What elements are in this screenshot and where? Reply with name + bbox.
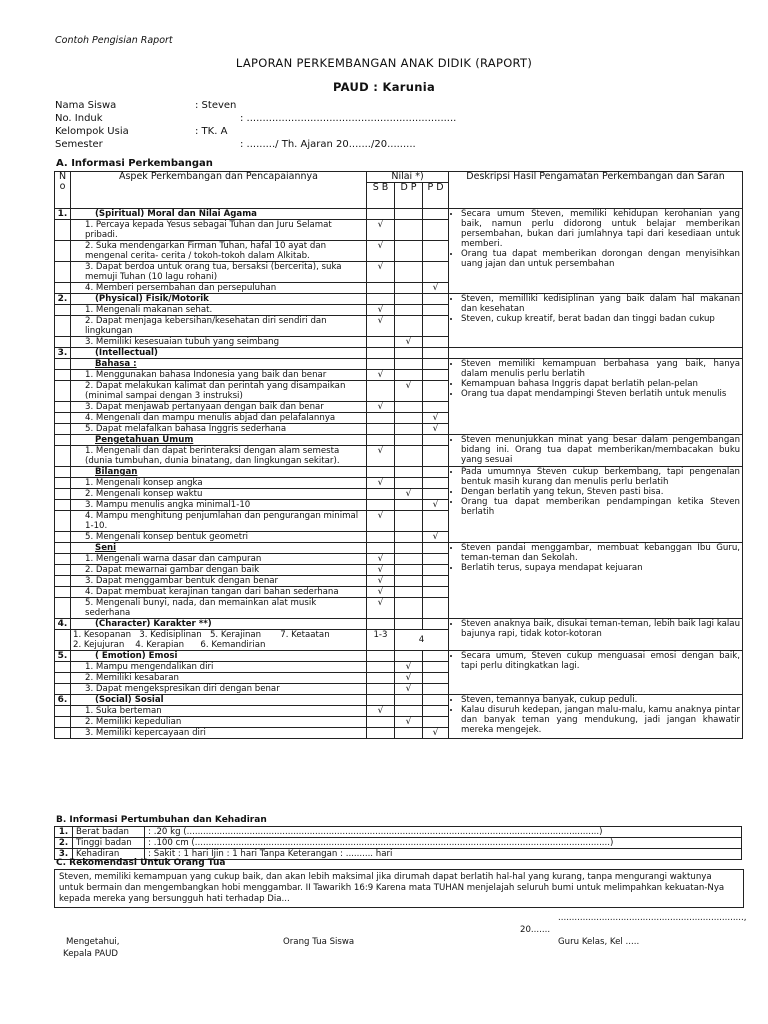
signature-place-line: ...................................................................., (558, 913, 747, 923)
character-list (71, 630, 367, 651)
aspect-text: 1. Mengenali makanan sehat. (71, 305, 367, 316)
nilai-s-cell: √ (367, 587, 395, 598)
nilai-s-cell: √ (367, 241, 395, 262)
number-cell (55, 543, 71, 554)
description-item: • Orang tua dapat mendampingi Steven berlatih untuk menulis (461, 389, 740, 399)
nilai-s-cell: √ (367, 511, 395, 532)
nilai-s-cell (367, 489, 395, 500)
description-item: • Dengan berlatih yang tekun, Steven pasti bisa. (461, 487, 740, 497)
nilai-p-cell (423, 241, 449, 262)
description-list (451, 467, 740, 517)
number-cell (55, 673, 71, 684)
number-cell (55, 532, 71, 543)
nilai-d-cell: √ (395, 381, 423, 402)
value-no-induk: : .................................................................. (240, 113, 457, 124)
subaspect-title: Pengetahuan Umum (71, 435, 367, 446)
nilai-p-cell (423, 717, 449, 728)
nilai-s-cell (367, 424, 395, 435)
description-item: • Secara umum, Steven cukup menguasai emosi dengan baik, tapi perlu ditingkatkan lagi. (461, 651, 740, 671)
number-cell (55, 220, 71, 241)
signature-kepala-paud: Kepala PAUD (63, 949, 119, 959)
number-cell (55, 424, 71, 435)
nilai-d-cell (395, 576, 423, 587)
nilai-p-cell (423, 209, 449, 220)
nilai-p-cell (423, 576, 449, 587)
nilai-s-cell: √ (367, 554, 395, 565)
number-cell (55, 305, 71, 316)
nilai-s-cell (367, 684, 395, 695)
signature-guru-kelas: Guru Kelas, Kel ..... (558, 937, 640, 947)
nilai-d-cell (395, 435, 423, 446)
description-item: • Orang tua dapat memberikan pendampingan ketika Steven berlatih (461, 497, 740, 517)
description-cell (449, 619, 743, 651)
nilai-s-cell (367, 348, 395, 359)
aspect-category-row (55, 209, 743, 220)
nilai-s-cell (367, 662, 395, 673)
nilai-s-cell (367, 673, 395, 684)
nilai-p-cell (423, 489, 449, 500)
nilai-s-cell: √ (367, 220, 395, 241)
number-cell (55, 359, 71, 370)
nilai-d-cell (395, 619, 423, 630)
aspect-text: 3. Mampu menulis angka minimal1-10 (71, 500, 367, 511)
growth-label: Kehadiran (73, 849, 145, 860)
nilai-s-cell: √ (367, 565, 395, 576)
nilai-d-cell (395, 413, 423, 424)
label-semester: Semester (55, 139, 103, 150)
report-title: LAPORAN PERKEMBANGAN ANAK DIDIK (RAPORT) (235, 56, 533, 70)
growth-value: : Sakit : 1 hari Ijin : 1 hari Tanpa Keterangan : .......... hari (145, 849, 742, 860)
nilai-d-cell: √ (395, 489, 423, 500)
aspect-text: 2. Dapat menjaga kebersihan/kesehatan diri sendiri dan lingkungan (71, 316, 367, 337)
nilai-p-cell (423, 651, 449, 662)
nilai-p-cell (423, 402, 449, 413)
aspect-text: 5. Mengenali bunyi, nada, dan memainkan alat musik sederhana (71, 598, 367, 619)
nilai-s-cell (367, 467, 395, 478)
character-value: 4 (395, 630, 449, 651)
aspect-text: 1. Mengenali warna dasar dan campuran (71, 554, 367, 565)
description-cell (449, 348, 743, 359)
description-item: • Pada umumnya Steven cukup berkembang, tapi pengenalan bentuk masih kurang dan menulis perlu berlatih (461, 467, 740, 487)
description-item: • Steven, temannya banyak, cukup peduli. (461, 695, 740, 705)
category-number: 3. (55, 348, 71, 359)
nilai-s-cell (367, 695, 395, 706)
signature-mengetahui: Mengetahui, (66, 937, 120, 947)
category-number: 1. (55, 209, 71, 220)
nilai-d-cell (395, 532, 423, 543)
number-cell (55, 413, 71, 424)
nilai-d-cell (395, 283, 423, 294)
nilai-d-cell: √ (395, 673, 423, 684)
number-cell (55, 467, 71, 478)
header-pd: P D (423, 183, 449, 209)
description-list (451, 359, 740, 399)
category-title: (Spiritual) Moral dan Nilai Agama (71, 209, 367, 220)
nilai-d-cell (395, 587, 423, 598)
subaspect-title: Seni (71, 543, 367, 554)
label-no-induk: No. Induk (55, 113, 103, 124)
nilai-p-cell (423, 316, 449, 337)
nilai-p-cell (423, 348, 449, 359)
nilai-d-cell (395, 348, 423, 359)
number-cell (55, 402, 71, 413)
aspect-text: 3. Dapat mengekspresikan diri dengan benar (71, 684, 367, 695)
description-item: • Kemampuan bahasa Inggris dapat berlatih pelan-pelan (461, 379, 740, 389)
nilai-p-cell (423, 305, 449, 316)
header-nilai: Nilai *) (367, 172, 449, 183)
description-list (451, 435, 740, 465)
description-list (451, 695, 740, 735)
number-cell (55, 370, 71, 381)
number-cell (55, 337, 71, 348)
nilai-d-cell (395, 402, 423, 413)
description-list (451, 543, 740, 573)
nilai-d-cell (395, 262, 423, 283)
nilai-d-cell (395, 478, 423, 489)
header-deskripsi: Deskripsi Hasil Pengamatan Perkembangan dan Saran (449, 172, 743, 209)
nilai-s-cell (367, 532, 395, 543)
aspect-text: 3. Memiliki kesesuaian tubuh yang seimbang (71, 337, 367, 348)
aspect-text: 2. Mengenali konsep waktu (71, 489, 367, 500)
aspect-text: 4. Mengenali dan mampu menulis abjad dan pelafalannya (71, 413, 367, 424)
nilai-d-cell (395, 651, 423, 662)
nilai-p-cell: √ (423, 413, 449, 424)
description-cell (449, 543, 743, 619)
description-cell (449, 209, 743, 294)
nilai-p-cell (423, 619, 449, 630)
nilai-s-cell (367, 728, 395, 739)
category-title: (Physical) Fisik/Motorik (71, 294, 367, 305)
nilai-p-cell (423, 294, 449, 305)
growth-row (55, 827, 742, 838)
nilai-p-cell: √ (423, 500, 449, 511)
nilai-p-cell (423, 220, 449, 241)
aspect-category-row (55, 294, 743, 305)
number-cell (55, 706, 71, 717)
nilai-s-cell (367, 500, 395, 511)
nilai-d-cell (395, 359, 423, 370)
section-b-title: B. Informasi Pertumbuhan dan Kehadiran (56, 815, 267, 825)
nilai-s-cell (367, 337, 395, 348)
aspect-text: 4. Dapat membuat kerajinan tangan dari bahan sederhana (71, 587, 367, 598)
category-number: 6. (55, 695, 71, 706)
number-cell (55, 435, 71, 446)
nilai-p-cell (423, 706, 449, 717)
nilai-d-cell (395, 706, 423, 717)
nilai-d-cell (395, 565, 423, 576)
nilai-p-cell (423, 565, 449, 576)
description-item: • Berlatih terus, supaya mendapat kejuaran (461, 563, 740, 573)
aspect-text: 2. Dapat melakukan kalimat dan perintah yang disampaikan (minimal sampai dengan 3 instruksi) (71, 381, 367, 402)
nilai-d-cell (395, 316, 423, 337)
number-cell (55, 576, 71, 587)
category-number: 4. (55, 619, 71, 630)
description-list (451, 209, 740, 269)
aspect-text: 4. Mampu menghitung penjumlahan dan pengurangan minimal 1-10. (71, 511, 367, 532)
nilai-p-cell: √ (423, 728, 449, 739)
description-list (451, 294, 740, 324)
nilai-s-cell: √ (367, 478, 395, 489)
aspect-category-row (55, 348, 743, 359)
label-kelompok-usia: Kelompok Usia (55, 126, 129, 137)
growth-value: : .100 cm (........................................................................................................................................................) (145, 838, 742, 849)
nilai-d-cell: √ (395, 337, 423, 348)
description-item: • Kalau disuruh kedepan, jangan malu-malu, kamu anaknya pintar dan banyak teman yang mendukung, jadi jangan khawatir mereka mengejek. (461, 705, 740, 735)
nilai-d-cell (395, 467, 423, 478)
header-aspek: Aspek Perkembangan dan Pencapaiannya (71, 172, 367, 209)
number-cell (55, 446, 71, 467)
description-cell (449, 359, 743, 435)
number-cell (55, 684, 71, 695)
nilai-p-cell (423, 598, 449, 619)
nilai-d-cell (395, 294, 423, 305)
growth-row (55, 838, 742, 849)
nilai-d-cell (395, 241, 423, 262)
number-cell (55, 728, 71, 739)
recommendation-text: Steven, memiliki kemampuan yang cukup baik, dan akan lebih maksimal jika dirumah dapat berlatih hal-hal yang kurang, tanpa mengurangi waktunya untuk bermain dan mengembangkan hobi menggambar. II Tawarikh 16:9 Karena mata TUHAN menjelajah seluruh bumi untuk melimpahkan kekuatan-Nya kepada mereka yang bersungguh hati terhadap Dia... (54, 869, 744, 908)
number-cell (55, 717, 71, 728)
character-range: 1-3 (367, 630, 395, 651)
nilai-s-cell (367, 413, 395, 424)
aspect-text: 1. Percaya kepada Yesus sebagai Tuhan dan Juru Selamat pribadi. (71, 220, 367, 241)
aspect-text: 1. Mengenali dan dapat berinteraksi dengan alam semesta (dunia tumbuhan, dunia binatang, dan lingkungan sekitar). (71, 446, 367, 467)
nilai-s-cell (367, 381, 395, 402)
nilai-s-cell: √ (367, 446, 395, 467)
header-dp: D P (395, 183, 423, 209)
number-cell (55, 500, 71, 511)
nilai-p-cell (423, 381, 449, 402)
nilai-p-cell (423, 478, 449, 489)
nilai-s-cell (367, 543, 395, 554)
nilai-d-cell (395, 220, 423, 241)
aspect-text: 4. Memberi persembahan dan persepuluhan (71, 283, 367, 294)
table-header-row (55, 172, 743, 183)
nilai-p-cell (423, 673, 449, 684)
subaspect-title-row (55, 435, 743, 446)
nilai-s-cell (367, 359, 395, 370)
category-title: (Character) Karakter **) (71, 619, 367, 630)
nilai-s-cell: √ (367, 370, 395, 381)
aspect-text: 1. Mengenali konsep angka (71, 478, 367, 489)
nilai-p-cell (423, 435, 449, 446)
aspect-category-row (55, 619, 743, 630)
nilai-s-cell (367, 283, 395, 294)
number-cell (55, 598, 71, 619)
growth-no: 2. (55, 838, 73, 849)
aspect-text: 3. Dapat menjawab pertanyaan dengan baik dan benar (71, 402, 367, 413)
nilai-p-cell (423, 695, 449, 706)
description-item: • Secara umum Steven, memiliki kehidupan kerohanian yang baik, namun perlu didorong untuk belajar memberikan persembahan, bukan dari jumlahnya tapi dari kesediaan untuk memberi. (461, 209, 740, 249)
nilai-d-cell (395, 511, 423, 532)
aspect-category-row (55, 651, 743, 662)
nilai-s-cell (367, 209, 395, 220)
number-cell (55, 489, 71, 500)
nilai-p-cell (423, 359, 449, 370)
number-cell (55, 478, 71, 489)
aspect-category-row (55, 695, 743, 706)
subaspect-title-row (55, 467, 743, 478)
nilai-s-cell: √ (367, 598, 395, 619)
nilai-d-cell: √ (395, 717, 423, 728)
aspect-text: 1. Suka berteman (71, 706, 367, 717)
nilai-d-cell: √ (395, 662, 423, 673)
description-cell (449, 294, 743, 348)
nilai-s-cell: √ (367, 305, 395, 316)
value-kelompok-usia: : TK. A (195, 126, 228, 137)
growth-no: 1. (55, 827, 73, 838)
nilai-d-cell (395, 209, 423, 220)
description-cell (449, 651, 743, 695)
description-item: • Steven, cukup kreatif, berat badan dan tinggi badan cukup (461, 314, 740, 324)
category-title: ( Emotion) Emosi (71, 651, 367, 662)
nilai-p-cell: √ (423, 532, 449, 543)
nilai-p-cell: √ (423, 283, 449, 294)
value-semester: : ........./ Th. Ajaran 20......./20......... (240, 139, 416, 150)
header-no: N o (55, 172, 71, 209)
number-cell (55, 511, 71, 532)
signature-orang-tua: Orang Tua Siswa (283, 937, 355, 947)
nilai-s-cell (367, 651, 395, 662)
number-cell (55, 241, 71, 262)
aspect-text: 3. Dapat berdoa untuk orang tua, bersaksi (bercerita), suka memuji Tuhan (10 lagu rohani) (71, 262, 367, 283)
description-item: • Steven memiliki kemampuan berbahasa yang baik, hanya dalam menulis perlu berlatih (461, 359, 740, 379)
label-nama-siswa: Nama Siswa (55, 100, 117, 111)
nilai-p-cell (423, 554, 449, 565)
character-line: 2. Kejujuran 4. Kerapian 6. Kemandirian (73, 640, 266, 650)
description-cell (449, 435, 743, 467)
aspect-text: 2. Memiliki kepedulian (71, 717, 367, 728)
description-list (451, 651, 740, 671)
category-title: (Intellectual) (71, 348, 367, 359)
header-note: Contoh Pengisian Raport (55, 35, 173, 46)
nilai-p-cell (423, 543, 449, 554)
description-item: • Steven, memilliki kedisiplinan yang baik dalam hal makanan dan kesehatan (461, 294, 740, 314)
subaspect-title: Bilangan (71, 467, 367, 478)
aspect-text: 3. Memiliki kepercayaan diri (71, 728, 367, 739)
nilai-d-cell (395, 500, 423, 511)
nilai-d-cell (395, 543, 423, 554)
number-cell (55, 262, 71, 283)
aspect-text: 5. Dapat melafalkan bahasa Inggris sederhana (71, 424, 367, 435)
number-cell (55, 630, 71, 651)
aspect-text: 2. Suka mendengarkan Firman Tuhan, hafal 10 ayat dan mengenal cerita- cerita / tokoh-tokoh dalam Alkitab. (71, 241, 367, 262)
description-item: • Steven anaknya baik, disukai teman-teman, lebih baik lagi kalau bajunya rapi, tidak kotor-kotoran (461, 619, 740, 639)
category-number: 5. (55, 651, 71, 662)
number-cell (55, 283, 71, 294)
aspect-text: 1. Mampu mengendalikan diri (71, 662, 367, 673)
nilai-s-cell: √ (367, 262, 395, 283)
nilai-s-cell (367, 717, 395, 728)
nilai-s-cell (367, 294, 395, 305)
number-cell (55, 587, 71, 598)
aspect-text: 2. Memiliki kesabaran (71, 673, 367, 684)
category-number: 2. (55, 294, 71, 305)
description-item: • Steven pandai menggambar, membuat kebanggan Ibu Guru, teman-teman dan Sekolah. (461, 543, 740, 563)
nilai-d-cell (395, 424, 423, 435)
number-cell (55, 554, 71, 565)
nilai-s-cell (367, 619, 395, 630)
description-list (451, 619, 740, 639)
subaspect-title-row (55, 543, 743, 554)
growth-no: 3. (55, 849, 73, 860)
nilai-p-cell (423, 337, 449, 348)
school-name: PAUD : Karunia (332, 80, 436, 94)
subaspect-title: Bahasa : (71, 359, 367, 370)
nilai-d-cell: √ (395, 684, 423, 695)
nilai-d-cell (395, 370, 423, 381)
nilai-p-cell (423, 587, 449, 598)
value-nama-siswa: : Steven (195, 100, 237, 111)
number-cell (55, 316, 71, 337)
nilai-s-cell: √ (367, 576, 395, 587)
signature-date: 20....... (520, 925, 551, 935)
number-cell (55, 381, 71, 402)
nilai-s-cell: √ (367, 316, 395, 337)
nilai-s-cell: √ (367, 402, 395, 413)
description-item: • Steven menunjukkan minat yang besar dalam pengembangan bidang ini. Orang tua dapat memberikan/membacakan buku yang sesuai (461, 435, 740, 465)
nilai-p-cell (423, 262, 449, 283)
nilai-s-cell: √ (367, 706, 395, 717)
description-cell (449, 467, 743, 543)
category-title: (Social) Sosial (71, 695, 367, 706)
section-a-title: A. Informasi Perkembangan (56, 158, 213, 169)
nilai-d-cell (395, 598, 423, 619)
nilai-p-cell (423, 662, 449, 673)
nilai-d-cell (395, 446, 423, 467)
nilai-s-cell (367, 435, 395, 446)
aspect-text: 5. Mengenali konsep bentuk geometri (71, 532, 367, 543)
description-cell (449, 695, 743, 739)
nilai-d-cell (395, 728, 423, 739)
header-sb: S B (367, 183, 395, 209)
nilai-d-cell (395, 554, 423, 565)
development-table (54, 171, 743, 739)
aspect-text: 2. Dapat mewarnai gambar dengan baik (71, 565, 367, 576)
nilai-p-cell (423, 511, 449, 532)
nilai-d-cell (395, 695, 423, 706)
nilai-p-cell (423, 467, 449, 478)
description-item: • Orang tua dapat memberikan dorongan dengan menyisihkan uang jajan dan untuk persembahan (461, 249, 740, 269)
aspect-text: 1. Menggunakan bahasa Indonesia yang baik dan benar (71, 370, 367, 381)
growth-table (54, 826, 742, 860)
nilai-p-cell (423, 684, 449, 695)
number-cell (55, 565, 71, 576)
nilai-p-cell: √ (423, 424, 449, 435)
nilai-p-cell (423, 446, 449, 467)
growth-value: : .20 kg (.......................................................................................................................................................) (145, 827, 742, 838)
nilai-p-cell (423, 370, 449, 381)
nilai-d-cell (395, 305, 423, 316)
aspect-text: 3. Dapat menggambar bentuk dengan benar (71, 576, 367, 587)
character-line: 1. Kesopanan 3. Kedisiplinan 5. Kerajinan 7. Ketaatan (73, 630, 330, 640)
section-c-title: C. Rekomendasi Untuk Orang Tua (56, 858, 226, 868)
subaspect-title-row (55, 359, 743, 370)
growth-label: Tinggi badan (73, 838, 145, 849)
growth-label: Berat badan (73, 827, 145, 838)
number-cell (55, 662, 71, 673)
